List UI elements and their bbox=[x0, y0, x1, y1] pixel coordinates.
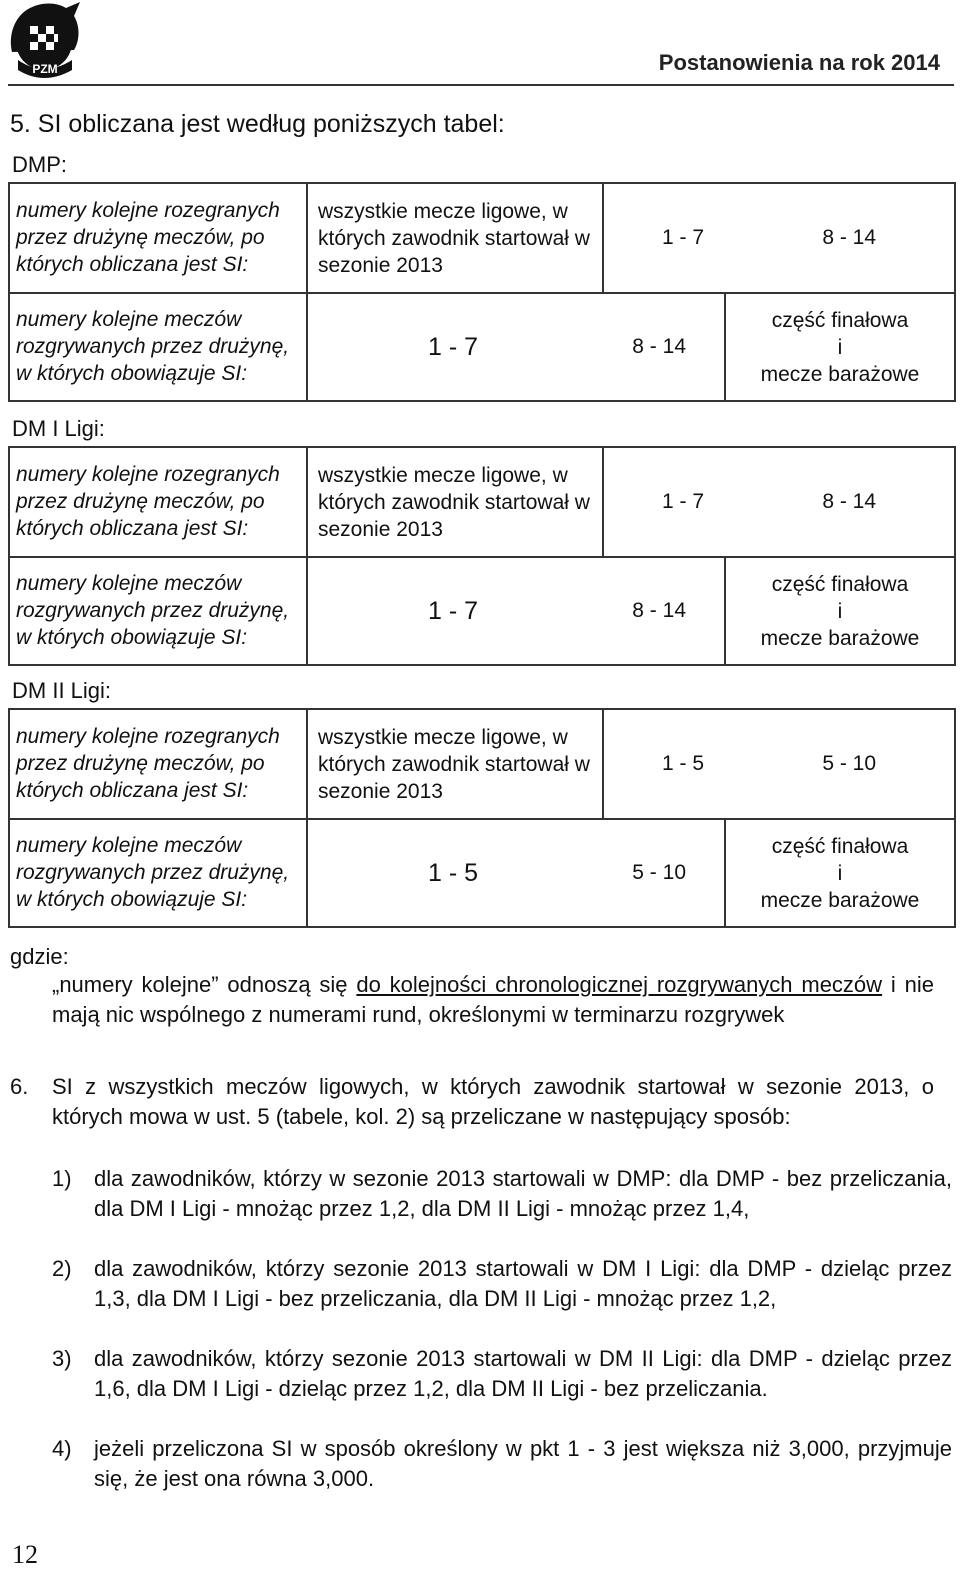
pzm-logo bbox=[6, 0, 84, 80]
range-cell: 1 - 5 bbox=[428, 858, 479, 887]
league-label-dmp: DMP: bbox=[12, 152, 67, 177]
row-label: numery kolejne meczów rozgrywanych przez drużynę, w których obowiązuje SI: bbox=[9, 293, 307, 401]
range-cell: 1 - 5 bbox=[662, 752, 705, 775]
range-cell: 1 - 7 bbox=[428, 332, 479, 361]
point-text: SI z wszystkich meczów ligowych, w których zawodnik startował w sezonie 2013, o których mowa w ust. 5 (tabele, kol. 2) są przeliczane w następujący sposób: bbox=[52, 1074, 934, 1129]
league-label-dm-ii-ligi: DM II Ligi: bbox=[12, 678, 112, 703]
list-item: 4) jeżeli przeliczona SI w sposób określony w pkt 1 - 3 jest większa niż 3,000, przyjmuje się, że jest ona równa 3,000. bbox=[52, 1436, 952, 1491]
final-cell: część finałowa i mecze barażowe bbox=[725, 557, 955, 665]
range-cell: 1 - 7 bbox=[428, 596, 479, 625]
list-item: 1) dla zawodników, którzy w sezonie 2013 startowali w DMP: dla DMP - bez przeliczania, dla DM I Ligi - mnożąc przez 1,2, dla DM II Ligi - mnożąc przez 1,4, bbox=[52, 1166, 952, 1221]
header-divider bbox=[8, 84, 954, 86]
row-label: numery kolejne rozegranych przez drużynę meczów, po których obliczana jest SI: bbox=[9, 709, 307, 819]
gdzie-label: gdzie: bbox=[10, 944, 69, 969]
gdzie-text: „numery kolejne” odnoszą się do kolejności chronologicznej rozgrywanych meczów i nie mają nic wspólnego z numerami rund, określonymi w terminarzu rozgrywek bbox=[52, 972, 934, 1027]
list-item: 2) dla zawodników, którzy sezonie 2013 startowali w DM I Ligi: dla DMP - dzieląc przez 1,3, dla DM I Ligi - bez przeliczania, dla DM II Ligi - mnożąc przez 1,2, bbox=[52, 1256, 952, 1311]
row-label: numery kolejne rozegranych przez drużynę meczów, po których obliczana jest SI: bbox=[9, 183, 307, 293]
range-cell: 8 - 14 bbox=[632, 335, 686, 358]
row-description: wszystkie mecze ligowe, w których zawodnik startował w sezonie 2013 bbox=[307, 183, 603, 293]
si-table-dmp bbox=[8, 182, 956, 402]
si-table-dm-i-ligi bbox=[8, 446, 956, 666]
range-cell: 5 - 10 bbox=[822, 752, 877, 775]
range-cell: 8 - 14 bbox=[632, 599, 686, 622]
row-label: numery kolejne rozegranych przez drużynę meczów, po których obliczana jest SI: bbox=[9, 447, 307, 557]
list-item: 3) dla zawodników, którzy sezonie 2013 startowali w DM II Ligi: dla DMP - dzieląc przez 1,6, dla DM I Ligi - dzieląc przez 1,2, dla DM II Ligi - bez przeliczania. bbox=[52, 1346, 952, 1401]
range-cell: 8 - 14 bbox=[822, 490, 877, 513]
underlined-phrase: do kolejności chronologicznej rozgrywanych meczów bbox=[356, 972, 883, 997]
final-cell: część finałowa i mecze barażowe bbox=[725, 293, 955, 401]
page-number: 12 bbox=[12, 1540, 38, 1569]
row-description: wszystkie mecze ligowe, w których zawodnik startował w sezonie 2013 bbox=[307, 709, 603, 819]
si-table-dm-ii-ligi bbox=[8, 708, 956, 928]
point-number: 6. bbox=[10, 1074, 29, 1099]
range-cell: 1 - 7 bbox=[662, 490, 705, 513]
league-label-dm-i-ligi: DM I Ligi: bbox=[12, 416, 105, 441]
header-title: Postanowienia na rok 2014 bbox=[658, 50, 940, 75]
row-label: numery kolejne meczów rozgrywanych przez drużynę, w których obowiązuje SI: bbox=[9, 819, 307, 927]
section-heading: 5. SI obliczana jest według poniższych tabel: bbox=[10, 110, 505, 138]
range-cell: 5 - 10 bbox=[632, 861, 686, 884]
point-6 bbox=[10, 1072, 934, 1132]
row-description: wszystkie mecze ligowe, w których zawodnik startował w sezonie 2013 bbox=[307, 447, 603, 557]
logo-text: PZM bbox=[32, 62, 58, 76]
range-cell: 1 - 7 bbox=[662, 226, 705, 249]
final-cell: część finałowa i mecze barażowe bbox=[725, 819, 955, 927]
row-label: numery kolejne meczów rozgrywanych przez drużynę, w których obowiązuje SI: bbox=[9, 557, 307, 665]
range-cell: 8 - 14 bbox=[822, 226, 877, 249]
